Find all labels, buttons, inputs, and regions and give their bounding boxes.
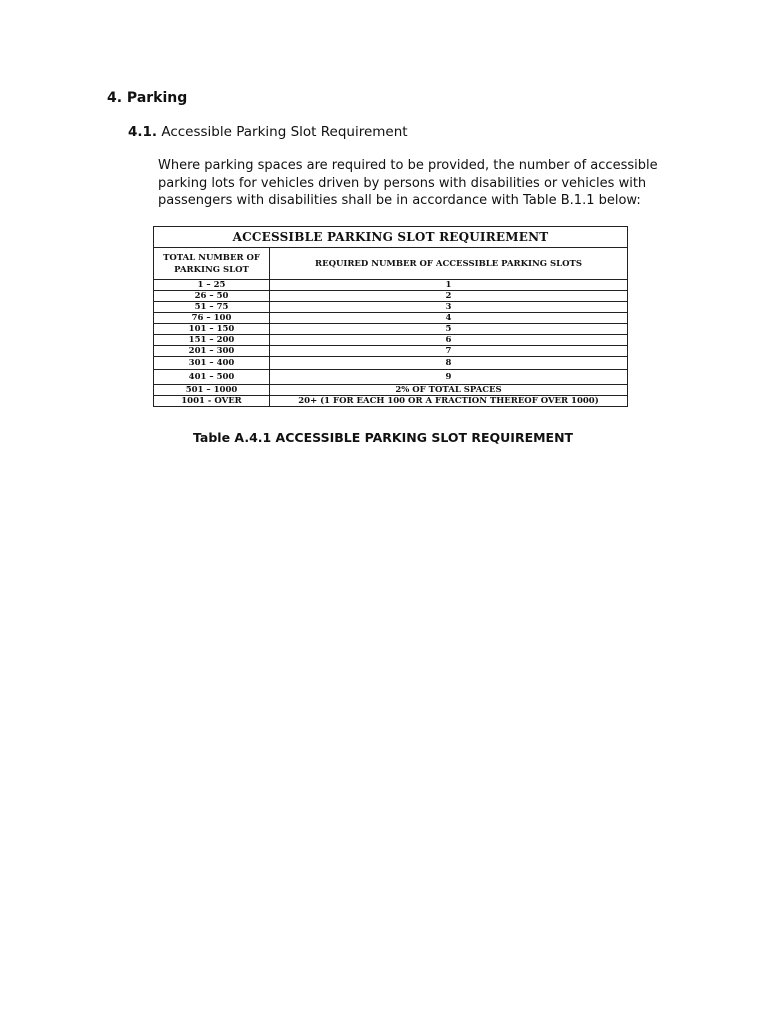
intro-line: Where parking spaces are required to be provided, the number of accessible [158, 158, 658, 173]
table-row [154, 302, 628, 313]
required-cell: 7 [270, 346, 628, 357]
table-row [154, 396, 628, 407]
section-heading: 4. Parking [107, 90, 188, 106]
subsection-heading [128, 124, 408, 140]
table-row [154, 280, 628, 291]
intro-line: passengers with disabilities shall be in accordance with Table B.1.1 below: [158, 193, 641, 208]
range-cell: 76 – 100 [154, 313, 270, 324]
required-cell: 3 [270, 302, 628, 313]
column-header-total-slots: TOTAL NUMBER OF PARKING SLOT [154, 248, 270, 280]
intro-line: parking lots for vehicles driven by persons with disabilities or vehicles with [158, 175, 647, 191]
required-cell: 1 [270, 280, 628, 291]
table-caption: Table A.4.1 ACCESSIBLE PARKING SLOT REQUIREMENT [193, 430, 574, 445]
range-cell: 1 – 25 [154, 280, 270, 291]
required-cell: 4 [270, 313, 628, 324]
parking-requirement-table [153, 226, 628, 407]
table-row [154, 346, 628, 357]
required-cell: 2 [270, 291, 628, 302]
column-header-required-slots: REQUIRED NUMBER OF ACCESSIBLE PARKING SLOTS [270, 248, 628, 280]
table-row [154, 385, 628, 396]
range-cell: 26 – 50 [154, 291, 270, 302]
range-cell: 401 – 500 [154, 370, 270, 385]
range-cell: 101 – 150 [154, 324, 270, 335]
subsection-title: Accessible Parking Slot Requirement [161, 124, 408, 140]
required-cell: 5 [270, 324, 628, 335]
range-cell: 501 – 1000 [154, 385, 270, 396]
range-cell: 201 – 300 [154, 346, 270, 357]
subsection-number: 4.1. [128, 124, 158, 140]
table-title: ACCESSIBLE PARKING SLOT REQUIREMENT [154, 227, 628, 248]
required-cell: 20+ (1 FOR EACH 100 OR A FRACTION THEREOF OVER 1000) [270, 396, 628, 407]
required-cell: 8 [270, 357, 628, 370]
range-cell: 301 – 400 [154, 357, 270, 370]
table-row [154, 313, 628, 324]
range-cell: 51 – 75 [154, 302, 270, 313]
table-row [154, 370, 628, 385]
table-row [154, 291, 628, 302]
intro-paragraph [158, 157, 658, 210]
required-cell: 6 [270, 335, 628, 346]
table-row [154, 357, 628, 370]
table-row [154, 324, 628, 335]
required-cell: 2% OF TOTAL SPACES [270, 385, 628, 396]
range-cell: 151 – 200 [154, 335, 270, 346]
range-cell: 1001 - OVER [154, 396, 270, 407]
required-cell: 9 [270, 370, 628, 385]
table-row [154, 335, 628, 346]
